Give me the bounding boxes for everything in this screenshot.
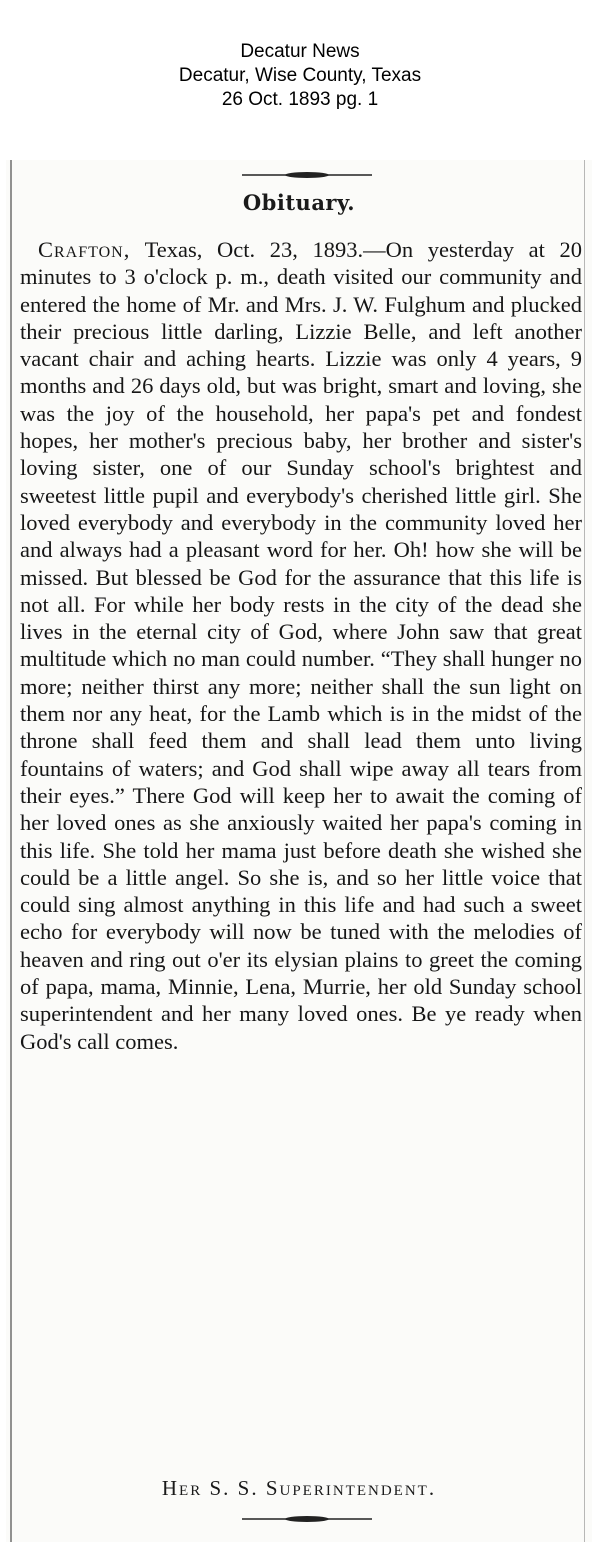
bottom-ornament-rule — [242, 1514, 372, 1524]
newspaper-location: Decatur, Wise County, Texas — [178, 65, 422, 86]
column-rule-left — [10, 160, 12, 1542]
column-rule-right — [584, 160, 585, 1542]
top-ornament-rule — [242, 170, 372, 180]
newspaper-name: Decatur News — [240, 41, 360, 62]
article-body — [20, 236, 582, 1055]
dateline-place: Crafton, — [38, 237, 131, 262]
article-signature: Her S. S. Superintendent. — [161, 1476, 437, 1500]
publication-date: 26 Oct. 1893 pg. 1 — [221, 89, 379, 110]
article-body-text: Texas, Oct. 23, 1893.—On yesterday at 20 minutes to 3 o'clock p. m., death visited our community and entered the home of Mr. and Mrs. J. W. Fulghum and plucked their precious little darling, Lizzie Belle, and left another vacant chair and aching hearts. Lizzie was only 4 years, 9 months and 26 days old, but was bright, smart and loving, she was the joy of the household, her papa's pet and fondest hopes, her mother's precious baby, her brother and sister's loving sister, one of our Sunday school's brightest and sweetest little pupil and everybody's cherished little girl. She loved everybody and everybody in the community loved her and always had a pleasant word for her. Oh! how she will be missed. But blessed be God for the assurance that this life is not all. For while her body rests in the city of the dead she lives in the eternal city of God, where John saw that great multitude which no man could number. “They shall hunger no more; neither thirst any more; neither shall the sun light on them nor any heat, for the Lamb which is in the midst of the throne shall feed them and shall lead them unto living fountains of waters; and God shall wipe away all tears from their eyes.” There God will keep her to await the coming of her loved ones as she anxiously waited her papa's coming in this life. She told her mama just before death she wished she could be a little angel. So she is, and so her little voice that could sing almost anything in this life and had such a sweet echo for everybody will now be tuned with the melodies of heaven and ring out o'er its elysian plains to greet the coming of papa, mama, Minnie, Lena, Murrie, her old Sunday school superintendent and her many loved ones. Be ye ready when God's call comes. — [20, 237, 582, 1054]
newspaper-clipping — [6, 160, 592, 1542]
citation-header — [0, 40, 600, 112]
article-title: Obituary. — [242, 190, 356, 215]
